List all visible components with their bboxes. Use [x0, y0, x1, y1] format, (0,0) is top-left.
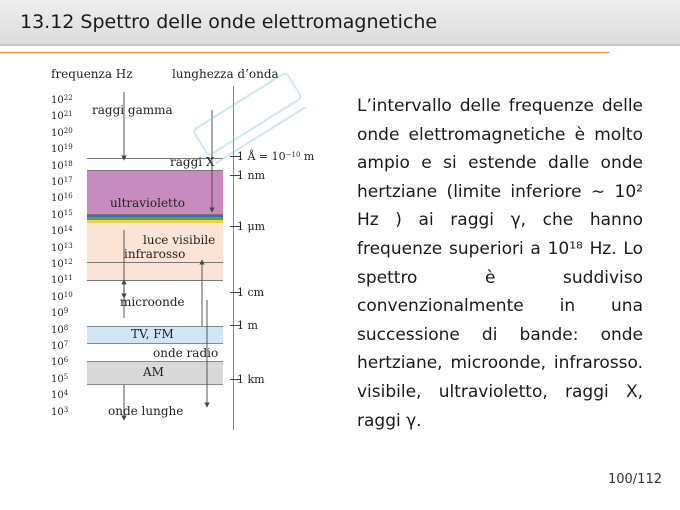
- frequency-label: $10^5$: [51, 372, 69, 385]
- frequency-label: $10^7$: [51, 340, 69, 352]
- frequency-label: $10^{17}$: [51, 176, 73, 188]
- frequency-label: $10^{21}$: [51, 110, 73, 123]
- page-number: 100/112: [607, 472, 662, 487]
- frequency-label: $10^{16}$: [51, 192, 73, 205]
- tvfm-label: TV, FM: [131, 327, 174, 341]
- frequency-label: $10^3$: [51, 405, 69, 418]
- xray-label: raggi X: [170, 155, 215, 169]
- wavelength-nm: 1 nm: [237, 169, 266, 182]
- radio-label: onde radio: [153, 346, 219, 360]
- wavelength-km: 1 km: [237, 373, 265, 386]
- wavelength-header: lunghezza d’onda: [172, 67, 279, 81]
- frequency-label: $10^{11}$: [51, 274, 73, 287]
- am-label: AM: [143, 365, 164, 379]
- infrared-label: infrarosso: [124, 247, 186, 261]
- frequency-label: $10^{15}$: [51, 208, 73, 221]
- wavelength-cm: 1 cm: [237, 286, 265, 299]
- frequency-header: frequenza Hz: [51, 67, 133, 81]
- frequency-label: $10^{13}$: [51, 241, 73, 254]
- frequency-label: $10^{10}$: [51, 290, 73, 303]
- frequency-label: $10^{20}$: [51, 126, 73, 139]
- frequency-label: $10^{22}$: [51, 94, 73, 106]
- body-paragraph: L’intervallo delle frequenze delle onde elettromagnetiche è molto ampio e si estende dalle onde hertziane (limite inferiore ∼ 10² Hz ) ai raggi γ, che hanno frequenze superiori a 10¹⁸ Hz. Lo spettro è suddiviso convenzionalmente in una successione di bande: onde hertziane, microonde, infrarosso. visibile, ultravioletto, raggi X, raggi γ.: [357, 96, 643, 431]
- slide-title: 13.12 Spettro delle onde elettromagnetiche: [20, 11, 438, 33]
- frequency-label: $10^8$: [51, 323, 69, 336]
- frequency-label: $10^{14}$: [51, 225, 73, 238]
- uv-label: ultravioletto: [110, 196, 185, 210]
- longwave-label: onde lunghe: [108, 404, 184, 418]
- frequency-label: $10^6$: [51, 356, 69, 369]
- wavelength-angstrom: 1 Å = $10^{-10}$ m: [237, 150, 315, 163]
- frequency-label: $10^9$: [51, 307, 69, 320]
- frequency-label: $10^{12}$: [51, 258, 73, 270]
- microwave-label: microonde: [120, 295, 185, 309]
- gamma-label: raggi gamma: [92, 103, 173, 117]
- frequency-label: $10^4$: [51, 389, 69, 402]
- frequency-label: $10^{19}$: [51, 143, 73, 156]
- visible-label: luce visibile: [143, 233, 216, 247]
- wavelength-m: 1 m: [237, 319, 258, 332]
- wavelength-um: 1 μm: [237, 220, 266, 233]
- frequency-label: $10^{18}$: [51, 159, 73, 172]
- watermark-logo: [176, 60, 326, 180]
